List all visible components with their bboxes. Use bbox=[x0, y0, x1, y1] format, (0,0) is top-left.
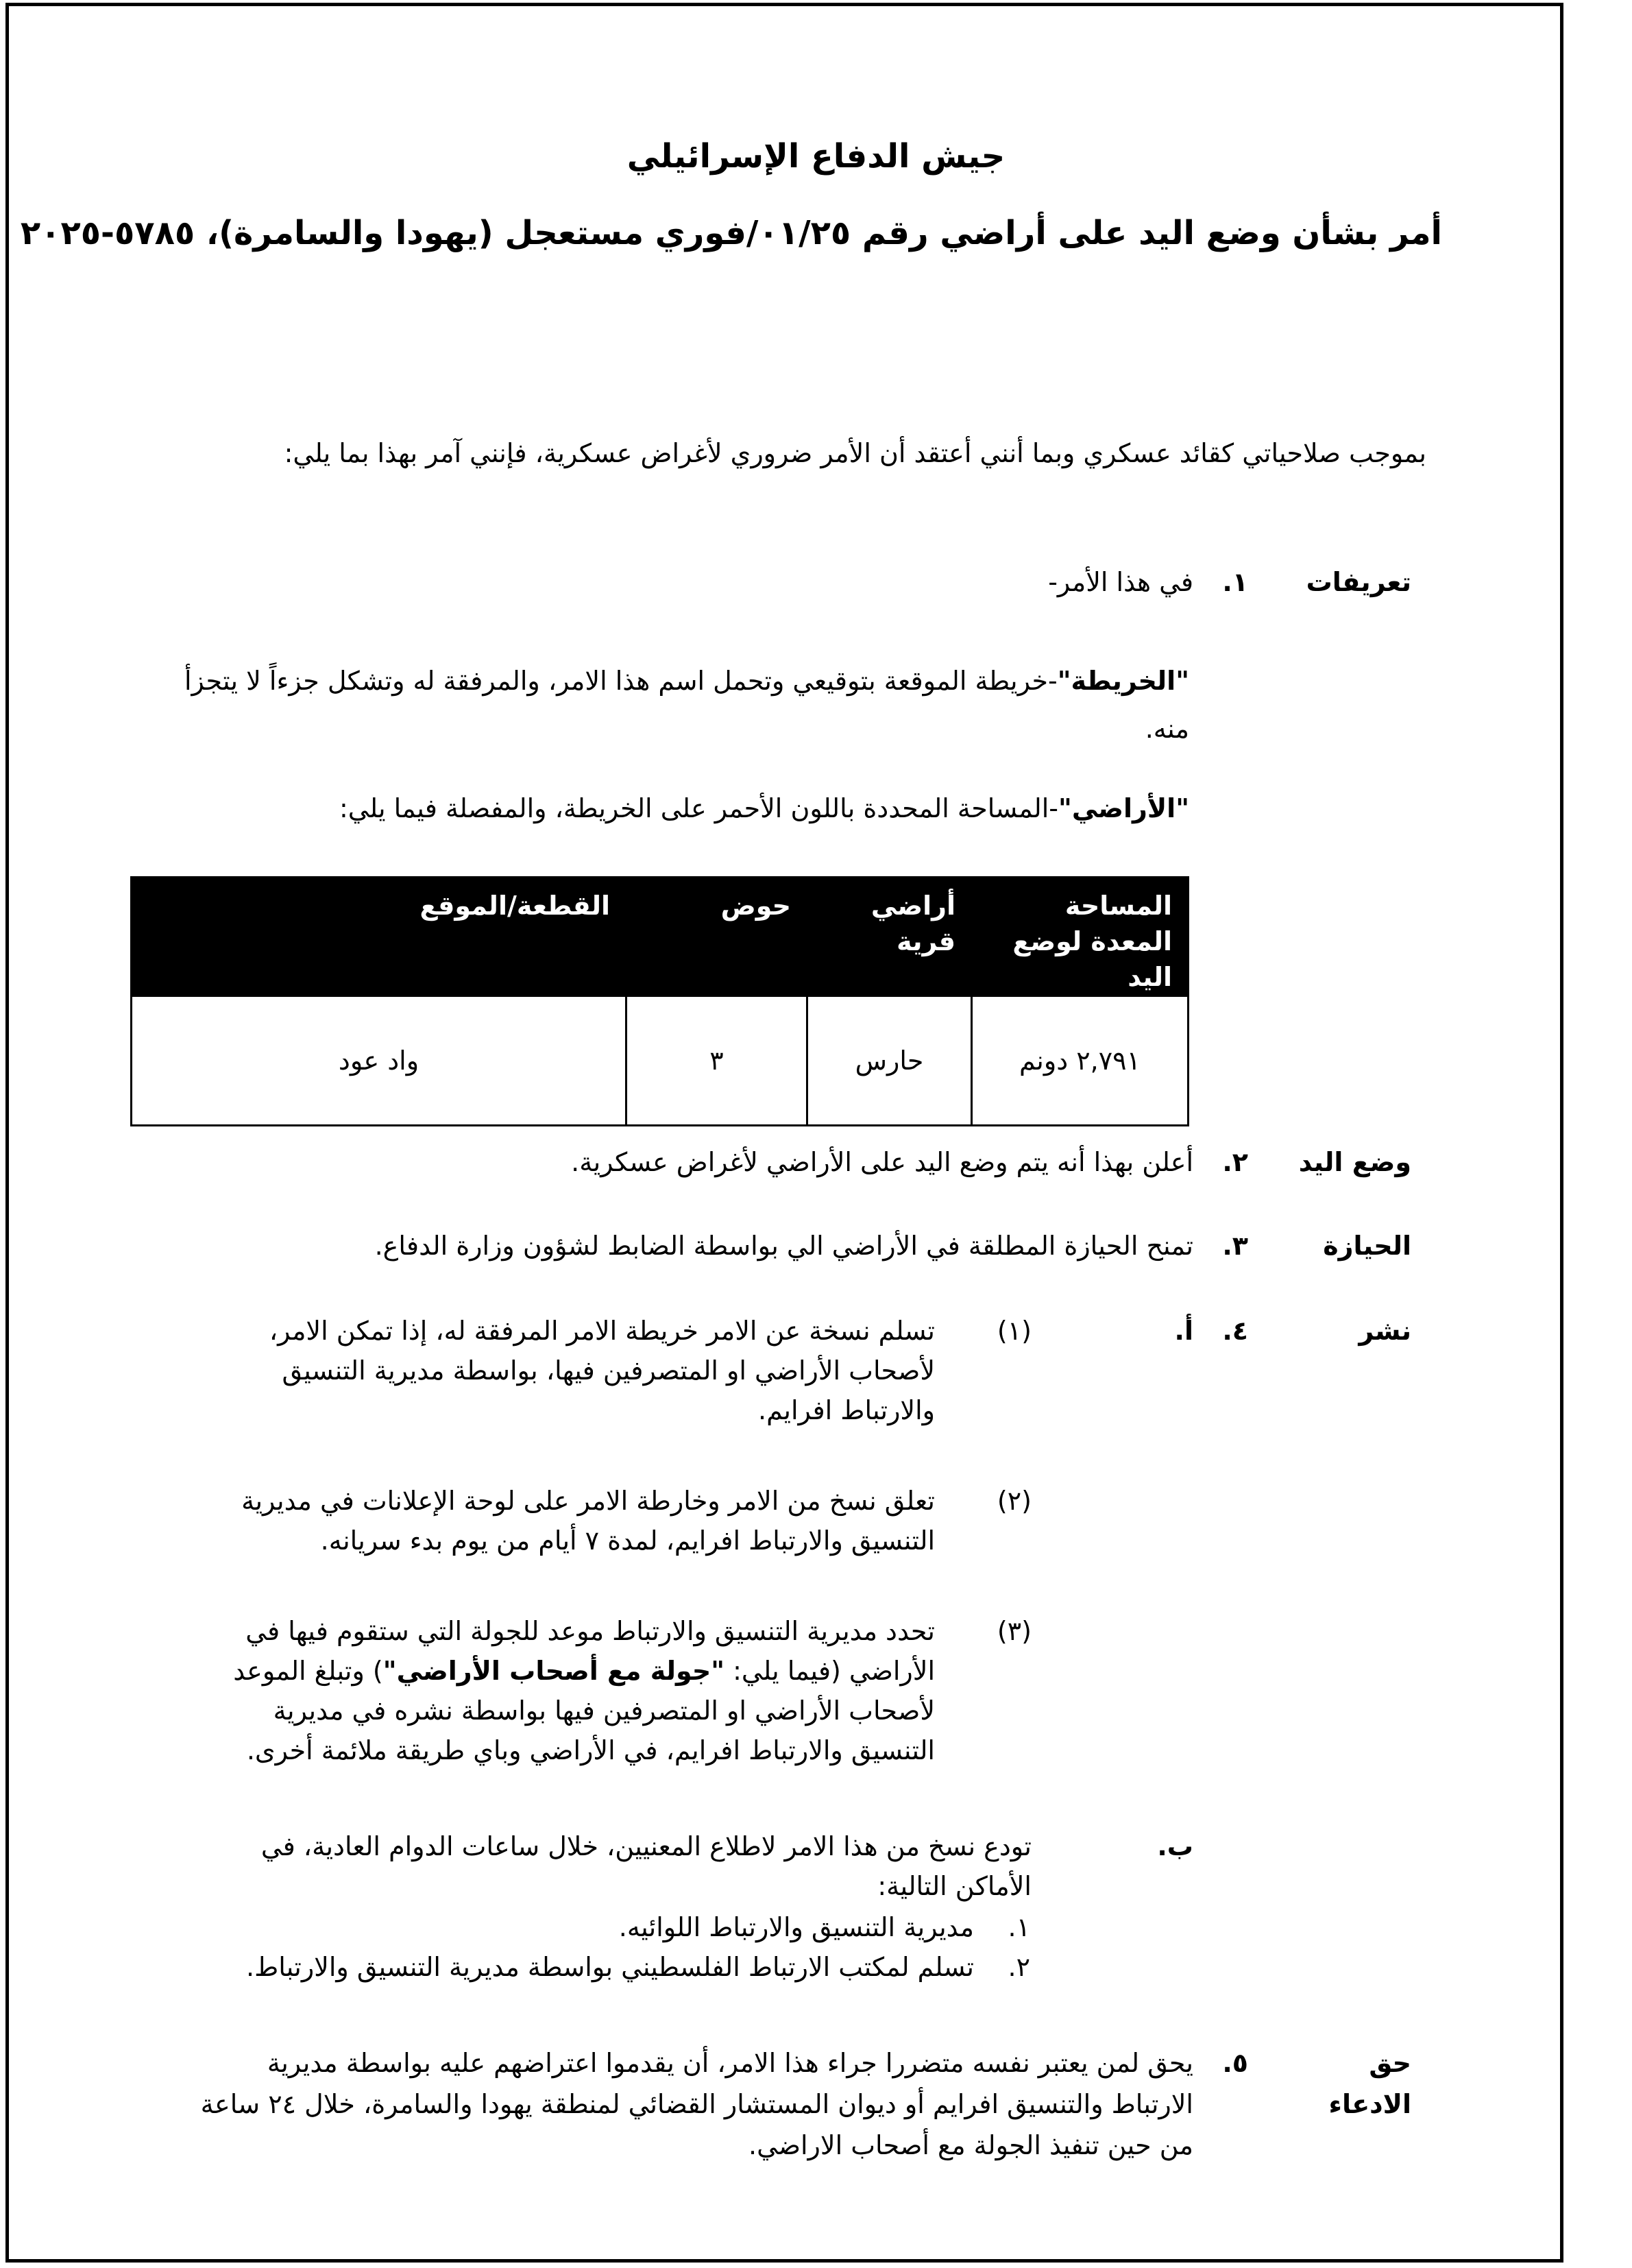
sec4-b-line: تودع نسخ من هذا الامر لاطلاع المعنيين، خلال ساعات الدوام العادية، في bbox=[260, 1831, 1032, 1861]
sec4-b-item-number: ٢. bbox=[1008, 1952, 1030, 1982]
definition-map bbox=[184, 661, 1189, 701]
sec1-side-label: تعريفات bbox=[1306, 567, 1411, 597]
sec4-side-label: نشر bbox=[1359, 1316, 1411, 1346]
sec4-a2-line: تعلق نسخ من الامر وخارطة الامر على لوحة الإعلانات في مديرية bbox=[241, 1486, 935, 1516]
sec4-b-line: الأماكن التالية: bbox=[877, 1871, 1032, 1901]
sec1-text: في هذا الأمر- bbox=[1048, 567, 1193, 597]
table-cell: ٢,٧٩١ دونم bbox=[972, 996, 1189, 1126]
definition-lands-term: "الأراضي" bbox=[1058, 793, 1189, 823]
sec4-a3-line: لأصحاب الأراضي او المتصرفين فيها بواسطة نشره في مديرية bbox=[273, 1696, 935, 1726]
table-row bbox=[132, 996, 1189, 1126]
table-header-cell: المساحة المعدة لوضع اليد bbox=[972, 878, 1189, 996]
tour-with-owners-term: "جولة مع أصحاب الأراضي" bbox=[382, 1656, 725, 1686]
sec4-a3-line: التنسيق والارتباط افرايم، في الأراضي وباي طريقة ملائمة أخرى. bbox=[246, 1735, 935, 1765]
sec4-b-item-text: تسلم لمكتب الارتباط الفلسطيني بواسطة مديرية التنسيق والارتباط. bbox=[245, 1952, 974, 1982]
table-header-row bbox=[132, 878, 1189, 996]
definition-lands-text: -المساحة المحددة باللون الأحمر على الخريطة، والمفصلة فيما يلي: bbox=[339, 793, 1059, 823]
sec2-number: ٢. bbox=[1222, 1147, 1248, 1177]
table-cell: ٣ bbox=[626, 996, 807, 1126]
table-header-cell: القطعة/الموقع bbox=[132, 878, 626, 996]
sec5-side-label: حق bbox=[1369, 2048, 1411, 2078]
definition-map-text: -خريطة الموقعة بتوقيعي وتحمل اسم هذا الامر، والمرفقة له وتشكل جزءاً لا يتجزأ bbox=[184, 666, 1058, 696]
sec4-a3-line bbox=[130, 1651, 935, 1691]
table-cell: حارس bbox=[807, 996, 972, 1126]
sec4-a-label: أ. bbox=[1174, 1316, 1193, 1346]
sec4-b-item-number: ١. bbox=[1008, 1912, 1030, 1942]
preamble: بموجب صلاحياتي كقائد عسكري وبما أنني أعتقد أن الأمر ضروري لأغراض عسكرية، فإنني آمر بهذا بما يلي: bbox=[284, 438, 1426, 468]
sec5-line: الارتباط والتنسيق افرايم أو ديوان المستشار القضائي لمنطقة يهودا والسامرة، خلال ٢٤ ساعة bbox=[200, 2089, 1193, 2119]
sec4-a3-number: (٣) bbox=[997, 1616, 1032, 1646]
document-title: جيش الدفاع الإسرائيلي bbox=[626, 137, 1006, 176]
table-header-cell: أراضي قرية bbox=[807, 878, 972, 996]
sec1-number: ١. bbox=[1222, 567, 1248, 597]
sec4-b-item-text: مديرية التنسيق والارتباط اللوائيه. bbox=[618, 1912, 974, 1942]
table-cell: واد عود bbox=[132, 996, 626, 1126]
table-header-cell: حوض bbox=[626, 878, 807, 996]
sec4-a2-line: التنسيق والارتباط افرايم، لمدة ٧ أيام من يوم بدء سريانه. bbox=[320, 1525, 935, 1556]
lands-table bbox=[130, 876, 1189, 1126]
sec4-a3-line: تحدد مديرية التنسيق والارتباط موعد للجولة التي ستقوم فيها في bbox=[245, 1616, 935, 1646]
sec4-number: ٤. bbox=[1222, 1316, 1248, 1346]
sec2-text: أعلن بهذا أنه يتم وضع اليد على الأراضي لأغراض عسكرية. bbox=[571, 1147, 1193, 1177]
sec5-line: من حين تنفيذ الجولة مع أصحاب الاراضي. bbox=[748, 2130, 1193, 2160]
sec2-side-label: وضع اليد bbox=[1298, 1147, 1411, 1177]
sec3-side-label: الحيازة bbox=[1323, 1231, 1411, 1261]
sec4-b-label: ب. bbox=[1157, 1831, 1193, 1861]
sec5-line: يحق لمن يعتبر نفسه متضررا جراء هذا الامر، أن يقدموا اعتراضهم عليه بواسطة مديرية bbox=[267, 2048, 1193, 2078]
sec3-text: تمنح الحيازة المطلقة في الأراضي الي بواسطة الضابط لشؤون وزارة الدفاع. bbox=[374, 1231, 1193, 1261]
sec5-side-label-line2: الادعاء bbox=[1328, 2089, 1411, 2119]
document-subtitle: أمر بشأن وضع اليد على أراضي رقم ٠١/٢٥/فوري مستعجل (يهودا والسامرة)، ٥٧٨٥-٢٠٢٥ bbox=[20, 214, 1442, 252]
sec4-a1-line: لأصحاب الأراضي او المتصرفين فيها، بواسطة مديرية التنسيق bbox=[282, 1355, 935, 1386]
definition-lands bbox=[339, 788, 1189, 828]
sec4-a3-text: الأراضي (فيما يلي: bbox=[724, 1656, 935, 1686]
sec4-a1-line: تسلم نسخة عن الامر خريطة الامر المرفقة له، إذا تمكن الامر، bbox=[269, 1316, 935, 1346]
definition-map-term: "الخريطة" bbox=[1057, 666, 1189, 696]
sec5-number: ٥. bbox=[1222, 2048, 1248, 2078]
sec4-a3-text: ) وتبلغ الموعد bbox=[233, 1656, 383, 1686]
sec4-a1-line: والارتباط افرايم. bbox=[758, 1395, 935, 1425]
sec3-number: ٣. bbox=[1222, 1231, 1248, 1261]
sec4-a1-number: (١) bbox=[997, 1316, 1032, 1346]
sec4-a2-number: (٢) bbox=[997, 1486, 1032, 1516]
definition-map-line2: منه. bbox=[1145, 714, 1189, 744]
